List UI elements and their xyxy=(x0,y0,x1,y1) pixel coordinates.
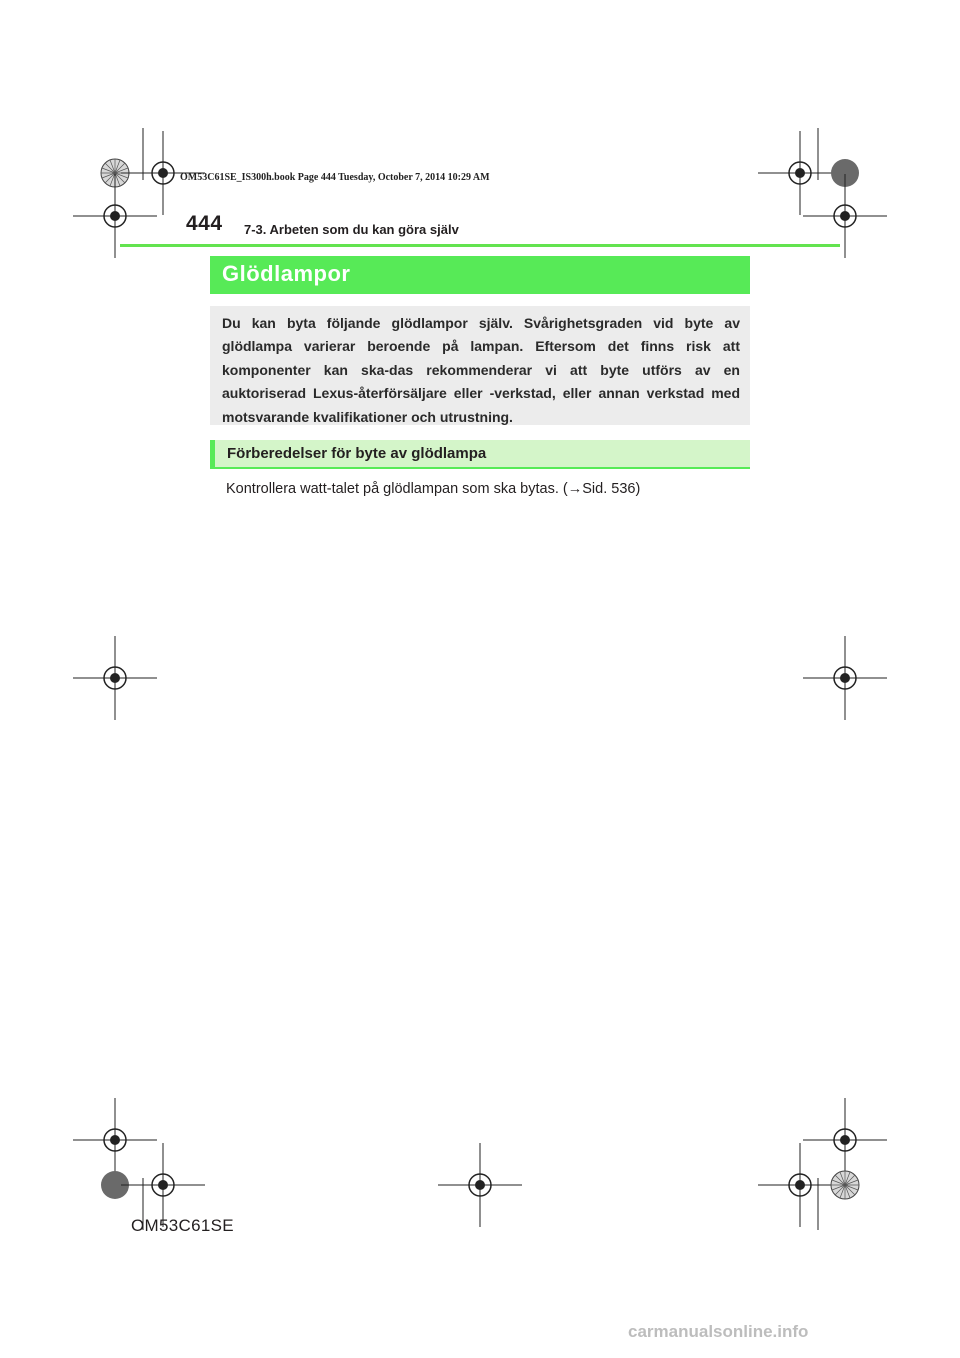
print-header: OM53C61SE_IS300h.book Page 444 Tuesday, October 7, 2014 10:29 AM xyxy=(180,172,490,183)
title-bar xyxy=(210,256,750,294)
page-number: 444 xyxy=(186,212,223,235)
footer-code: OM53C61SE xyxy=(131,1216,234,1235)
crosshair-mark-left-lower xyxy=(73,1098,157,1182)
intro-box xyxy=(210,306,750,425)
body-text-suffix: ) xyxy=(635,481,641,497)
crosshair-mark-top-right xyxy=(758,131,842,215)
intro-text: Du kan byta följande glödlampor själv. Svårighetsgraden vid byte av glödlampa varierar beroende på lampan. Eftersom det finns risk att komponenter kan ska-das rekommenderar vi att byte utförs av en auktoriserad Lexus-återförsäljare eller -verkstad, eller annan verkstad med motsvarande kvalifikationer och utrustning. xyxy=(222,315,740,425)
subsection-title: Förberedelser för byte av glödlampa xyxy=(227,445,487,462)
page-title: Glödlampor xyxy=(222,261,351,286)
watermark: carmanualsonline.info xyxy=(628,1322,809,1341)
body-text: Kontrollera watt-talet på glödlampan som ska bytas. ( xyxy=(226,481,568,497)
body-paragraph xyxy=(226,481,640,497)
crosshair-mark-left-middle xyxy=(73,636,157,720)
crosshair-mark-right-lower xyxy=(803,1098,887,1182)
section-label: 7-3. Arbeten som du kan göra själv xyxy=(244,222,459,237)
crosshair-mark-bottom-center xyxy=(438,1143,522,1227)
header-rule xyxy=(120,244,840,247)
page-reference-link[interactable]: Sid. 536 xyxy=(582,481,636,497)
subsection-bar xyxy=(210,440,750,469)
starburst-mark-bottom-right xyxy=(831,1171,859,1199)
crosshair-mark-bottom-right xyxy=(758,1143,842,1227)
crosshair-mark-right-middle xyxy=(803,636,887,720)
arrow-icon: → xyxy=(567,481,583,497)
crosshair-mark-bottom-left xyxy=(121,1143,205,1227)
